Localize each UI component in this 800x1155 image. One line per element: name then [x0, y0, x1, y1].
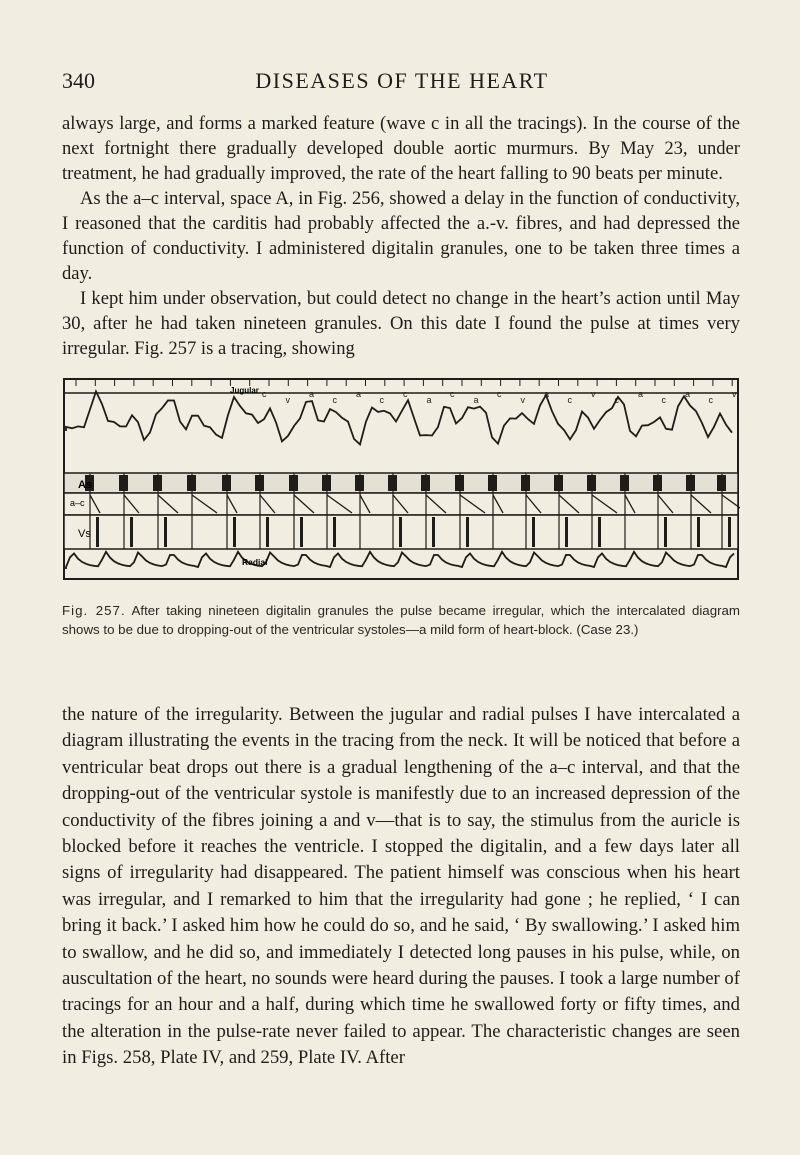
- auricular-block: [153, 475, 162, 491]
- wave-letter: v: [520, 395, 525, 405]
- auricular-block: [455, 475, 464, 491]
- auricular-block: [222, 475, 231, 491]
- ventricular-block: [333, 517, 336, 547]
- top-text-block: [62, 111, 740, 361]
- wave-letter: a: [426, 395, 432, 405]
- auricular-block: [421, 475, 430, 491]
- auricular-block: [620, 475, 629, 491]
- wave-letter: a: [356, 389, 362, 399]
- auricular-block: [187, 475, 196, 491]
- paragraph: always large, and forms a marked feature (wave c in all the tracings). In the course of the next fortnight there gradually developed double aortic murmurs. By May 23, under treatment, he had gradually improved, the rate of the heart falling to 90 beats per minute.: [62, 113, 740, 184]
- wave-letter: c: [332, 395, 337, 405]
- ventricular-block: [565, 517, 568, 547]
- wave-letter: v: [285, 395, 290, 405]
- jugular-label: Jugular: [230, 386, 259, 395]
- row-label-as: As: [78, 479, 93, 491]
- figure-label: Fig. 257.: [62, 603, 126, 618]
- auricular-block: [488, 475, 497, 491]
- wave-letter: v: [591, 389, 596, 399]
- page-number: 340: [62, 68, 95, 93]
- auricular-systole-row: [64, 473, 738, 493]
- ventricular-block: [233, 517, 236, 547]
- paragraph: As the a–c interval, space A, in Fig. 256, showed a delay in the function of conductivity, I reasoned that the carditis had probably affected the a.-v. fibres, and had depressed the function of conductivity. I administered digitalin granules, one to be taken three times a day.: [62, 188, 740, 284]
- running-title: DISEASES OF THE HEART: [255, 68, 549, 93]
- figure-257-tracing: [62, 371, 740, 586]
- ventricular-block: [399, 517, 402, 547]
- auricular-block: [717, 475, 726, 491]
- auricular-block: [119, 475, 128, 491]
- page-header: [62, 68, 742, 98]
- figure-caption: [62, 602, 740, 639]
- wave-letter: a: [638, 389, 644, 399]
- ventricular-block: [164, 517, 167, 547]
- wave-letter: c: [567, 395, 572, 405]
- caption-text: After taking nineteen digitalin granules the pulse became irregular, which the intercalated diagram shows to be due to dropping-out of the ventricular systoles—a mild form of heart-block. (Case 23.): [62, 603, 740, 637]
- wave-letter: a: [473, 395, 479, 405]
- wave-letter: a: [309, 389, 315, 399]
- wave-letter: c: [614, 395, 619, 405]
- auricular-block: [322, 475, 331, 491]
- radial-label: Radial: [242, 557, 268, 567]
- ventricular-block: [664, 517, 667, 547]
- ventricular-block: [432, 517, 435, 547]
- ventricular-block: [266, 517, 269, 547]
- wave-letter: a: [685, 389, 691, 399]
- wave-letter: c: [262, 389, 267, 399]
- bottom-text-block: [62, 702, 740, 1072]
- ventricular-block: [96, 517, 99, 547]
- wave-letter: c: [708, 395, 713, 405]
- auricular-block: [388, 475, 397, 491]
- paragraph: the nature of the irregularity. Between the jugular and radial pulses I have intercalated a diagram illustrating the events in the tracing from the neck. It will be noticed that before a ventricular beat drops out there is a gradual lengthening of the a–c interval, and that the dropping-out of the ventricular systole is manifestly due to an increased depression of the conductivity of the fibres joining a and v—that is to say, the stimulus from the auricle is blocked before it reaches the ventricle. I stopped the digitalin, and a few days later all signs of irregularity had disappeared. The patient himself was conscious when his heart was irregular, and I remarked to him that the irregularity had gone ; he replied, ‘ I can bring it back.’ I asked him how he could do so, and he said, ‘ By swallowing.’ I asked him to swallow, and he did so, and immediately I detected long pauses in his pulse, while, on auscultation of the heart, no sounds were heard during the pauses. I took a large number of tracings for an hour and a half, during which time he swallowed forty or fifty times, and the alteration in the pulse-rate never failed to appear. The characteristic changes are seen in Figs. 258, Plate IV, and 259, Plate IV. After: [62, 704, 740, 1069]
- ventricular-block: [466, 517, 469, 547]
- ventricular-block: [598, 517, 601, 547]
- paragraph: I kept him under observation, but could detect no change in the heart’s action until May 30, after he had taken nineteen granules. On this date I found the pulse at times very irregular. Fig. 257 is a tracing, showing: [62, 288, 740, 359]
- wave-letter: c: [497, 389, 502, 399]
- ventricular-block: [697, 517, 700, 547]
- ventricular-block: [728, 517, 731, 547]
- auricular-block: [289, 475, 298, 491]
- ventricular-block: [300, 517, 303, 547]
- row-label-ac: a–c: [70, 498, 85, 508]
- ventricular-block: [130, 517, 133, 547]
- auricular-block: [355, 475, 364, 491]
- wave-letter: c: [403, 389, 408, 399]
- ventricular-block: [532, 517, 535, 547]
- tracing-diagram: [62, 371, 740, 586]
- wave-letter: c: [379, 395, 384, 405]
- wave-letter: a: [544, 389, 550, 399]
- wave-letter: c: [450, 389, 455, 399]
- wave-letter: c: [661, 395, 666, 405]
- row-label-vs: Vs: [78, 528, 91, 540]
- auricular-block: [554, 475, 563, 491]
- auricular-block: [255, 475, 264, 491]
- auricular-block: [521, 475, 530, 491]
- auricular-block: [653, 475, 662, 491]
- auricular-block: [686, 475, 695, 491]
- auricular-block: [587, 475, 596, 491]
- wave-letter: v: [732, 389, 737, 399]
